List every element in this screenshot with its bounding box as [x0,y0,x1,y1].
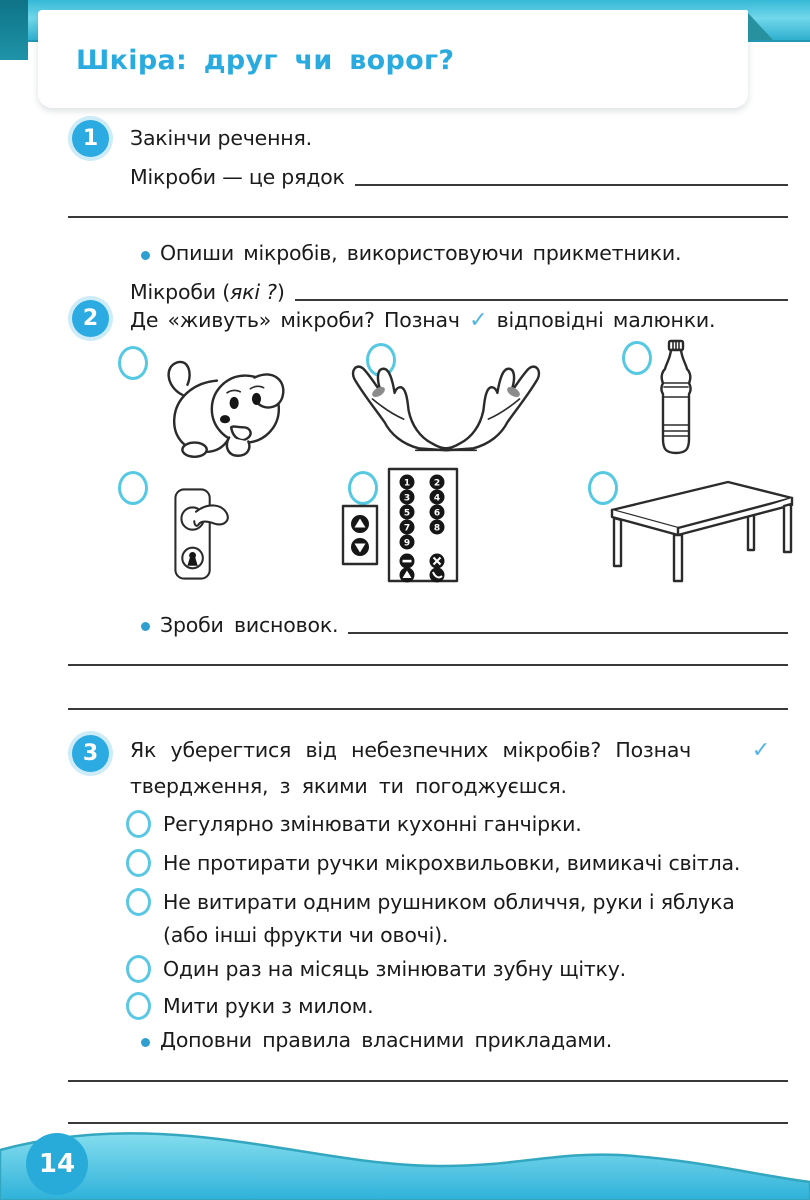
task1-prompt: Закінчи речення. [130,126,312,150]
page-number-badge: 14 [26,1133,88,1195]
header-corner-decoration [0,0,28,60]
bullet-dot-icon [141,622,150,631]
footer-wave-decoration [0,1122,810,1200]
answer-circle[interactable] [126,955,151,983]
answer-circle-door-handle[interactable] [118,471,148,505]
checkmark-icon: ✓ [751,738,770,763]
task2-prompt [130,308,790,333]
door-handle-image [152,486,240,582]
task2-bullet-row [160,610,788,637]
task3-number-badge: 3 [72,735,109,772]
task1-sentence-row [130,162,788,189]
page-title: Шкіра: друг чи ворог? [76,45,455,76]
task1-number-badge: 1 [72,120,109,157]
option-label: Мити руки з милом. [163,994,374,1018]
bullet-dot-icon [141,1038,150,1047]
task1-sentence-start: Мікроби — це рядок [130,165,345,189]
svg-text:5: 5 [403,508,411,519]
task1-bullet-text: Опиши мікробів, використовуючи прикметники. [160,241,682,265]
answer-circle-bottle[interactable] [622,341,652,375]
open-hands-image [310,352,582,454]
svg-text:8: 8 [433,523,441,534]
task1-bullet-row2 [130,277,788,304]
svg-text:9: 9 [403,538,411,549]
writing-line[interactable] [68,1080,788,1082]
svg-text:7: 7 [403,523,411,534]
task3-prompt-text: Як уберегтися від небезпечних мікробів? Познач [130,738,692,762]
task3-prompt-line1 [130,738,770,763]
answer-circle-puppy[interactable] [118,346,148,380]
elevator-keypad-image [336,466,473,584]
plastic-bottle-image [652,338,700,458]
writing-line[interactable] [68,708,788,710]
task3-prompt-line2: твердження, з якими ти погоджуєшся. [130,774,567,798]
svg-text:2: 2 [433,478,441,489]
task1-bullet-suffix: ) [276,280,285,304]
task2-bullet-text: Зроби висновок. [160,613,339,637]
writing-line[interactable] [68,216,788,218]
task3-option-row [126,847,776,880]
option-label: Не витирати одним рушником обличчя, руки і яблука (або інші фрукти чи овочі). [163,890,735,947]
writing-line[interactable] [68,664,788,666]
task3-option-row [126,990,776,1023]
answer-circle[interactable] [126,810,151,838]
task1-bullet-prefix: Мікроби ( [130,280,230,304]
option-label: Один раз на місяць змінювати зубну щітку. [163,957,626,981]
answer-circle[interactable] [126,849,151,877]
answer-circle[interactable] [126,888,151,916]
task3-option-row [126,953,776,986]
task2-prompt-text1: Де «живуть» мікроби? Познач [130,308,460,332]
bullet-dot-icon [141,251,150,260]
svg-text:4: 4 [433,493,441,504]
task3-option-row [126,808,776,841]
writing-line[interactable] [355,162,788,186]
task2-prompt-text2: відповідні малюнки. [496,308,716,332]
task2-number-badge: 2 [72,300,109,337]
svg-text:6: 6 [433,508,441,519]
task3-option-row [126,886,776,952]
task1-bullet-italic: які ? [230,280,277,304]
writing-line[interactable] [348,610,788,634]
writing-line[interactable] [295,277,788,301]
checkmark-icon: ✓ [469,308,488,333]
svg-text:3: 3 [403,493,411,504]
option-label: Не протирати ручки мікрохвильовки, вимикачі світла. [163,851,741,875]
table-image [600,476,798,584]
option-label: Регулярно змінювати кухонні ганчірки. [163,812,582,836]
answer-circle[interactable] [126,992,151,1020]
task3-bullet-text: Доповни правила власними прикладами. [160,1028,613,1052]
svg-text:1: 1 [403,478,411,489]
card-fold-decoration [748,13,773,40]
puppy-image [158,348,290,462]
